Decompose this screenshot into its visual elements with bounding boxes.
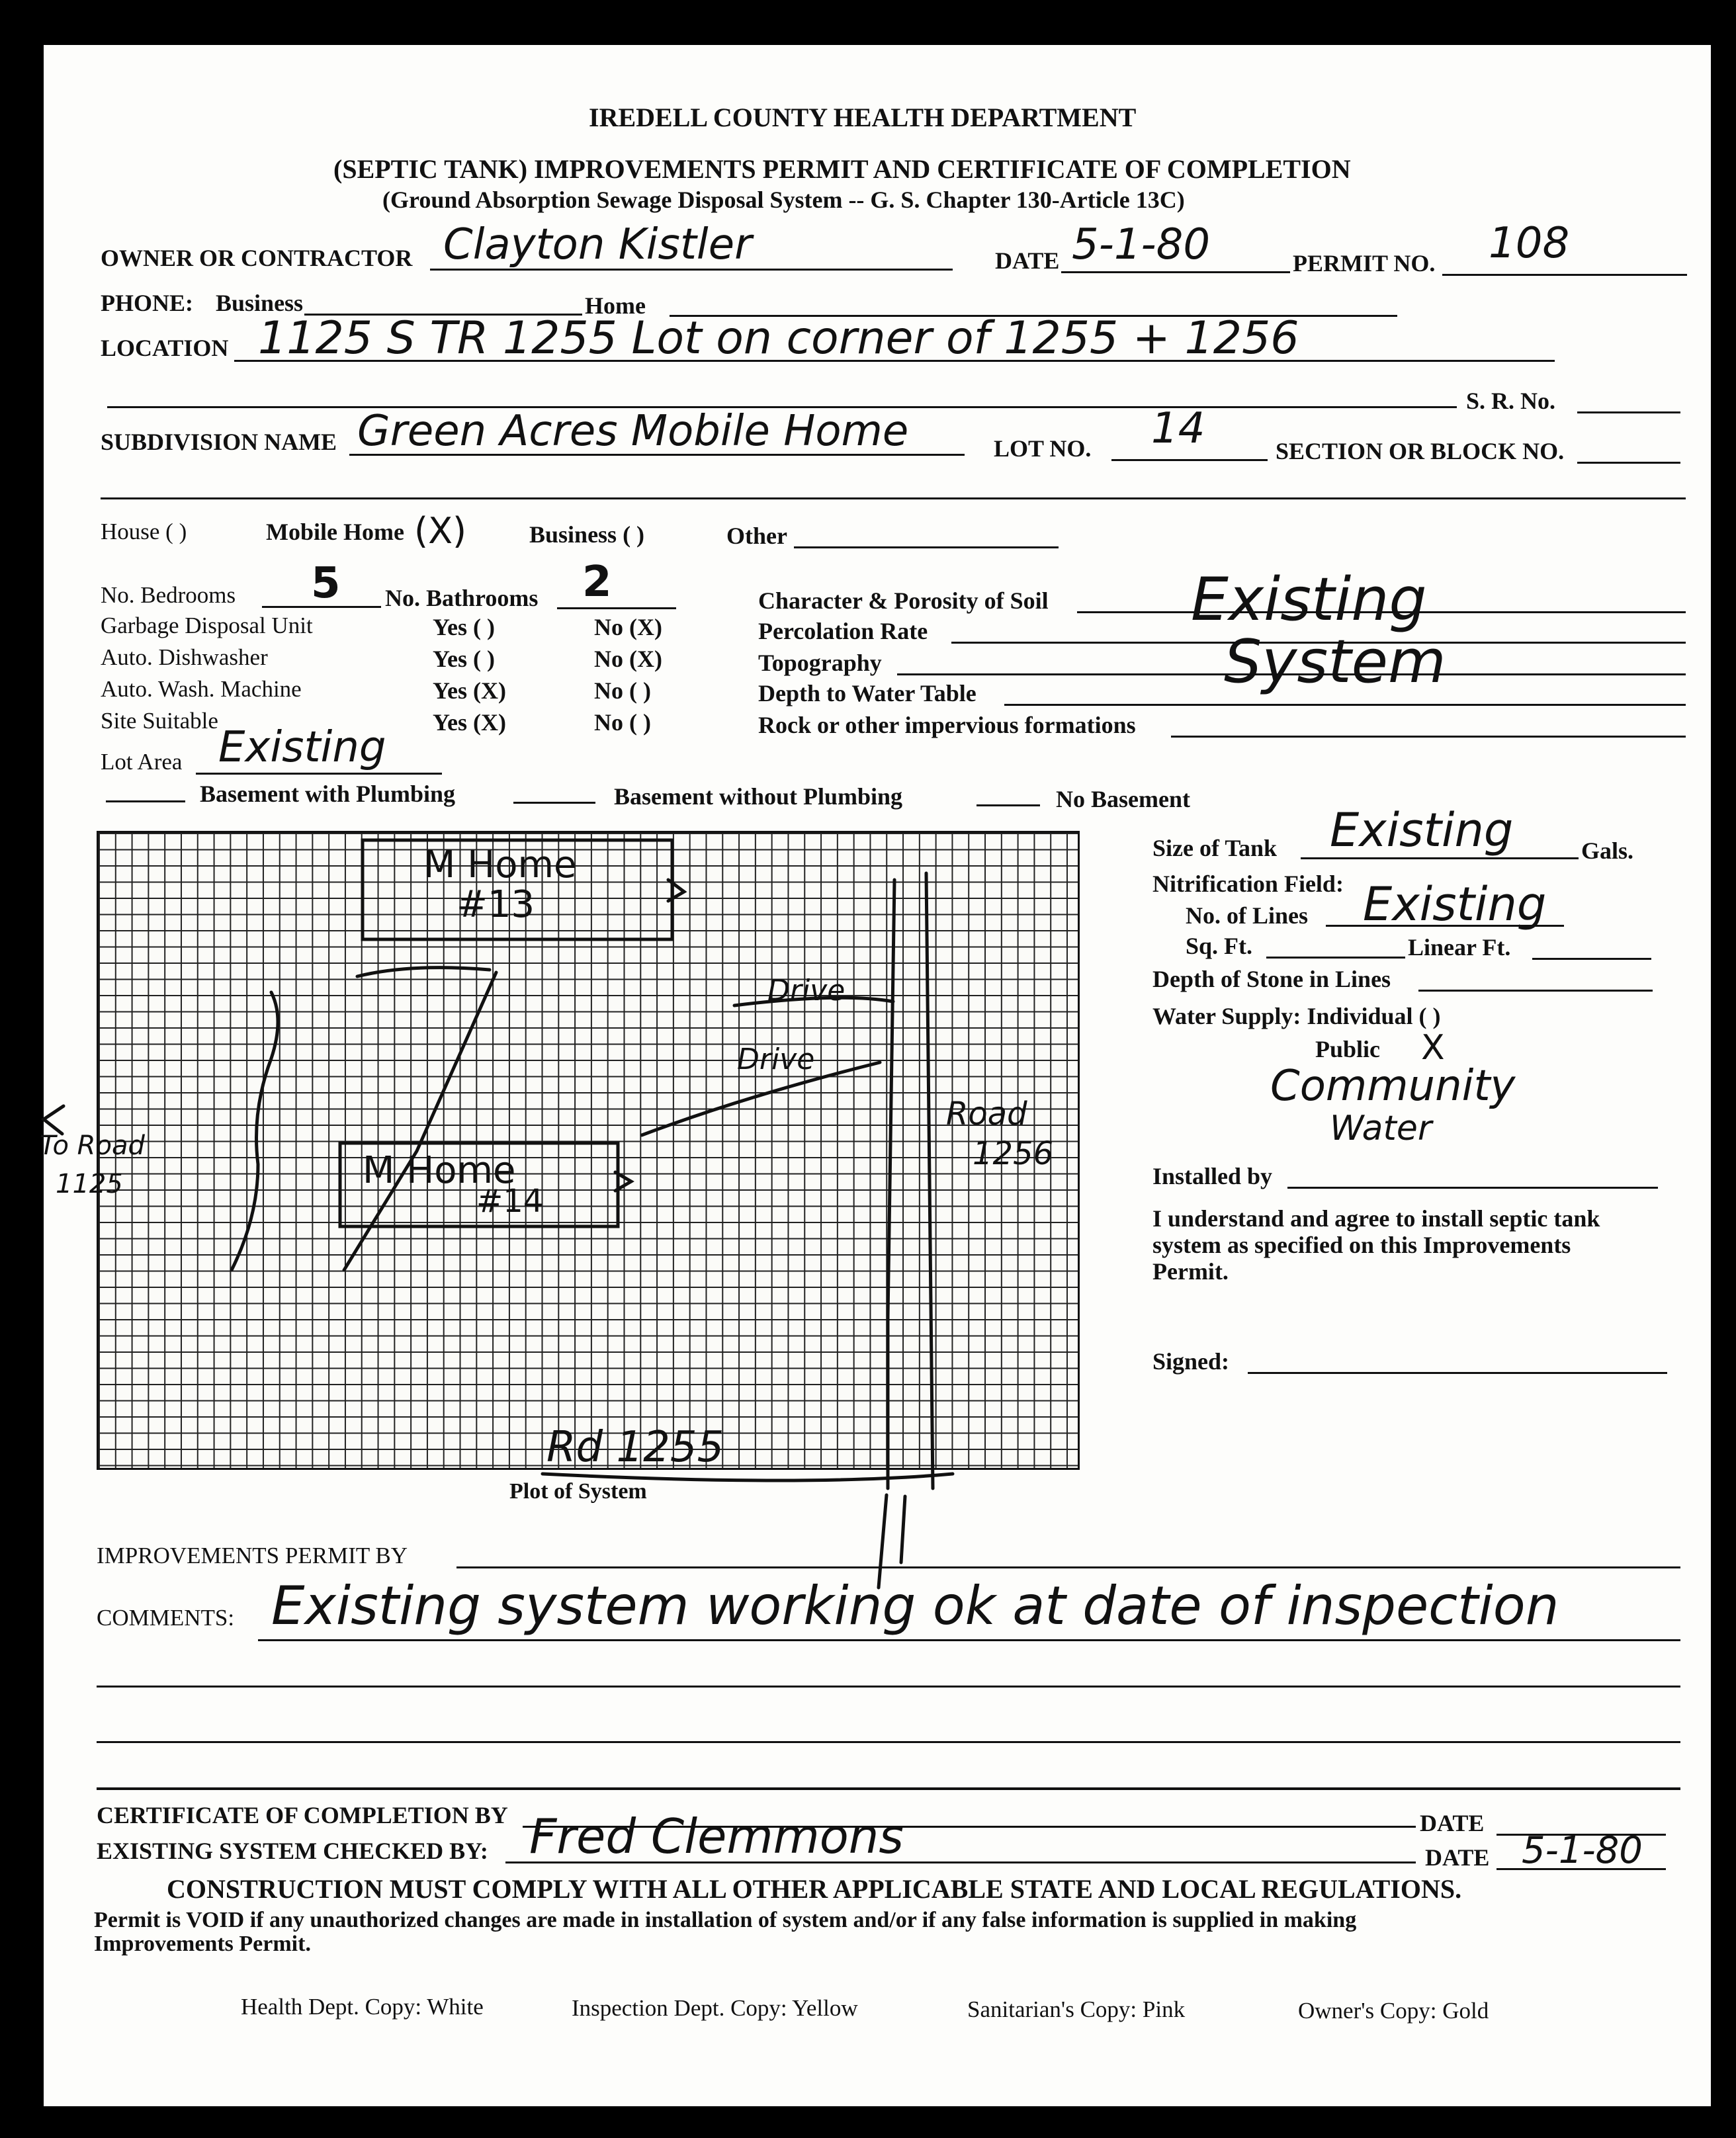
permit-label: PERMIT NO.	[1293, 250, 1436, 277]
date-value: 5-1-80	[1072, 220, 1211, 269]
public-label: Public	[1315, 1036, 1381, 1062]
agreement-text: Permit.	[1152, 1258, 1229, 1285]
water-note: Water	[1330, 1109, 1432, 1148]
lines-value: Existing	[1363, 877, 1547, 931]
nitrification-label: Nitrification Field:	[1152, 871, 1344, 897]
check-yes: Yes ( )	[433, 614, 495, 640]
comments-value: Existing system working ok at date of inspection	[271, 1575, 1559, 1637]
stone-depth-label: Depth of Stone in Lines	[1152, 966, 1391, 992]
copy-label: Sanitarian's Copy: Pink	[967, 1996, 1186, 2022]
bathrooms-value: 2	[582, 558, 612, 607]
check-label: Auto. Dishwasher	[101, 644, 268, 670]
location-value: 1125 S TR 1255 Lot on corner of 1255 + 1256	[258, 312, 1299, 364]
existing-checked-label: EXISTING SYSTEM CHECKED BY:	[97, 1838, 488, 1864]
checked-date-label: DATE	[1425, 1844, 1490, 1871]
check-yes: Yes ( )	[433, 646, 495, 672]
checked-date-value: 5-1-80	[1522, 1829, 1643, 1872]
check-label: Site Suitable	[101, 708, 218, 734]
mobile-home-mark: (X)	[414, 510, 467, 552]
improvements-by-label: IMPROVEMENTS PERMIT BY	[97, 1543, 408, 1568]
home-13-label: M Home	[423, 843, 577, 886]
basement-with-label: Basement with Plumbing	[200, 781, 456, 807]
check-yes: Yes (X)	[433, 709, 506, 736]
home-13-number: #13	[456, 883, 535, 926]
percolation-label: Percolation Rate	[758, 618, 928, 644]
department-title: IREDELL COUNTY HEALTH DEPARTMENT	[589, 103, 1137, 132]
bathrooms-label: No. Bathrooms	[385, 585, 539, 611]
bedrooms-label: No. Bedrooms	[101, 582, 236, 608]
permit-value: 108	[1489, 219, 1570, 268]
location-label: LOCATION	[101, 335, 229, 361]
void-notice: Improvements Permit.	[94, 1932, 311, 1956]
check-yes: Yes (X)	[433, 677, 506, 704]
tank-size-line	[1301, 857, 1579, 859]
other-label: Other	[726, 523, 787, 549]
gals-label: Gals.	[1581, 837, 1634, 864]
agreement-text: system as specified on this Improvements	[1152, 1232, 1571, 1258]
linear-ft-line	[1532, 958, 1651, 960]
section-label: SECTION OR BLOCK NO.	[1276, 438, 1565, 464]
no-basement-label: No Basement	[1056, 786, 1190, 812]
tank-size-value: Existing	[1330, 803, 1514, 857]
check-label: Garbage Disposal Unit	[101, 613, 313, 638]
lot-area-value: Existing	[218, 723, 386, 772]
subdivision-value: Green Acres Mobile Home	[357, 407, 909, 456]
divider	[97, 1787, 1680, 1790]
water-supply-label: Water Supply: Individual ( )	[1152, 1003, 1441, 1029]
sr-label: S. R. No.	[1466, 388, 1556, 414]
phone-home-label: Home	[585, 292, 646, 319]
road-1256-number: 1256	[973, 1135, 1054, 1172]
road-1255-label: Rd 1255	[546, 1423, 724, 1472]
tank-size-label: Size of Tank	[1152, 835, 1278, 861]
check-label: Auto. Wash. Machine	[101, 676, 302, 702]
water-note: Community	[1270, 1062, 1516, 1111]
signed-line	[1248, 1372, 1667, 1374]
basement-without-label: Basement without Plumbing	[614, 783, 903, 810]
soil-value: Existing	[1191, 565, 1427, 634]
sqft-line	[1266, 957, 1405, 959]
owner-label: OWNER OR CONTRACTOR	[101, 245, 413, 271]
agreement-text: I understand and agree to install septic tank	[1152, 1205, 1600, 1232]
home-14-number: #14	[476, 1183, 544, 1220]
check-no: No (X)	[594, 646, 662, 672]
road-1125-label: To Road	[40, 1131, 145, 1161]
lot-label: LOT NO.	[994, 435, 1092, 462]
form-title: (SEPTIC TANK) IMPROVEMENTS PERMIT AND CERTIFICATE OF COMPLETION	[333, 154, 1351, 184]
road-1256-label: Road	[946, 1095, 1027, 1133]
bedrooms-value: 5	[311, 559, 341, 608]
lot-area-label: Lot Area	[101, 749, 183, 775]
phone-business-label: Business	[216, 290, 304, 316]
plot-caption: Plot of System	[509, 1479, 647, 1504]
soil-value: System	[1224, 627, 1446, 697]
check-no: No ( )	[594, 677, 651, 704]
date-label: DATE	[995, 247, 1060, 274]
void-notice: Permit is VOID if any unauthorized changes are made in installation of system and/or if any false information is supplied in making	[94, 1908, 1357, 1932]
copy-label: Owner's Copy: Gold	[1298, 1998, 1489, 2024]
owner-value: Clayton Kistler	[443, 220, 752, 269]
business-option: Business ( )	[529, 521, 645, 548]
drive-label: Drive	[737, 1043, 815, 1076]
form-subtitle: (Ground Absorption Sewage Disposal System -- G. S. Chapter 130-Article 13C)	[382, 187, 1185, 213]
house-option: House ( )	[101, 519, 187, 544]
lot-value: 14	[1151, 404, 1205, 453]
check-no: No (X)	[594, 614, 662, 640]
inspector-signature: Fred Clemmons	[529, 1809, 904, 1864]
stone-depth-line	[1418, 990, 1653, 992]
copy-label: Inspection Dept. Copy: Yellow	[572, 1995, 858, 2021]
mobile-home-label: Mobile Home	[266, 519, 404, 545]
rock-label: Rock or other impervious formations	[758, 712, 1136, 738]
home-14-label: M Home	[363, 1149, 516, 1192]
certificate-date-label: DATE	[1420, 1810, 1485, 1836]
comments-line-3	[97, 1741, 1680, 1743]
copy-label: Health Dept. Copy: White	[241, 1994, 484, 2020]
drive-label: Drive	[767, 974, 846, 1007]
linear-ft-label: Linear Ft.	[1408, 934, 1511, 961]
water-table-label: Depth to Water Table	[758, 680, 976, 706]
comments-line-2	[97, 1686, 1680, 1688]
lines-label: No. of Lines	[1186, 902, 1309, 929]
road-1125-number: 1125	[56, 1169, 123, 1199]
sqft-label: Sq. Ft.	[1186, 933, 1253, 959]
comments-line	[258, 1639, 1680, 1641]
public-mark: X	[1421, 1028, 1445, 1068]
improvements-by-line	[456, 1566, 1680, 1568]
soil-character-label: Character & Porosity of Soil	[758, 587, 1049, 614]
compliance-notice: CONSTRUCTION MUST COMPLY WITH ALL OTHER APPLICABLE STATE AND LOCAL REGULATIONS.	[167, 1874, 1462, 1904]
comments-label: COMMENTS:	[97, 1605, 235, 1631]
topography-label: Topography	[758, 650, 882, 676]
signed-label: Signed:	[1152, 1348, 1230, 1375]
subdivision-label: SUBDIVISION NAME	[101, 429, 337, 455]
installed-by-label: Installed by	[1152, 1163, 1273, 1189]
check-no: No ( )	[594, 709, 651, 736]
phone-label: PHONE:	[101, 290, 193, 316]
installed-by-line	[1287, 1187, 1658, 1189]
certificate-label: CERTIFICATE OF COMPLETION BY	[97, 1802, 508, 1828]
